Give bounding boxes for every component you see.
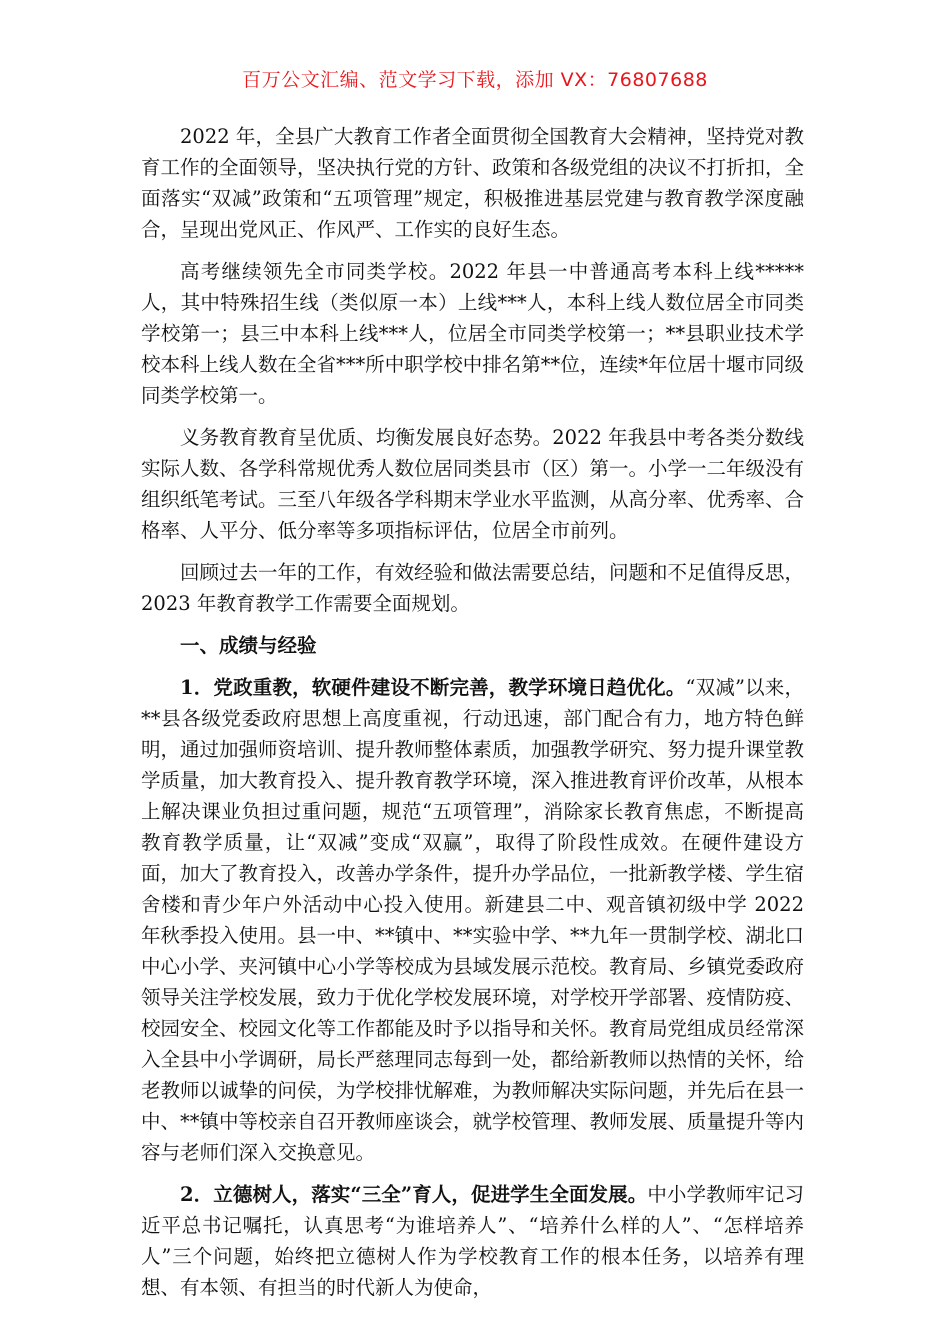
item-2-text: 中小学教师牢记习近平总书记嘱托，认真思考“为谁培养人”、“培养什么样的人”、“怎样培养人”三个问题，始终把立德树人作为学校教育工作的根本任务，以培养有理想、有本领、有担当的时代新人为使命， [141,1183,804,1299]
item-1-title: 1．党政重教，软硬件建设不断完善，教学环境日趋优化。 [180,676,686,699]
paragraph-compulsory-education: 义务教育教育呈优质、均衡发展良好态势。2022 年我县中考各类分数线实际人数、各学科常规优秀人数位居同类县市（区）第一。小学一二年级没有组织纸笔考试。三至八年级各学科期末学业水平监测，从高分率、优秀率、合格率、人平分、低分率等多项指标评估，位居全市前列。 [141,426,805,542]
document-body [141,121,804,1314]
header-banner: 百万公文汇编、范文学习下载，添加 VX：76807688 [242,69,708,91]
item-2-title: 2．立德树人，落实“三全”育人，促进学生全面发展。 [180,1183,648,1206]
paragraph-review: 回顾过去一年的工作，有效经验和做法需要总结，问题和不足值得反思，2023 年教育教学工作需要全面规划。 [141,561,805,615]
paragraph-gaokao: 高考继续领先全市同类学校。2022 年县一中普通高考本科上线*****人，其中特殊招生线（类似原一本）上线***人，本科上线人数位居全市同类学校第一；县三中本科上线***人，位居全市同类学校第一；**县职业技术学校本科上线人数在全省***所中职学校中排名第**位，连续*年位居十堰市同级同类学校第一。 [141,260,805,407]
paragraph-intro: 2022 年，全县广大教育工作者全面贯彻全国教育大会精神，坚持党对教育工作的全面领导，坚决执行党的方针、政策和各级党组的决议不打折扣，全面落实“双减”政策和“五项管理”规定，积极推进基层党建与教育教学深度融合，呈现出党风正、作风严、工作实的良好生态。 [141,125,805,241]
section-heading-achievements: 一、成绩与经验 [180,634,317,657]
paragraph-item-2 [141,1179,804,1303]
item-1-text: “双减”以来，**县各级党委政府思想上高度重视，行动迅速，部门配合有力，地方特色鲜明，通过加强师资培训、提升教师整体素质，加强教学研究、努力提升课堂教学质量，加大教育投入、提升教育教学环境，深入推进教育评价改革，从根本上解决课业负担过重问题，规范“五项管理”，消除家长教育焦虑，不断提高教育教学质量，让“双减”变成“双赢”，取得了阶段性成效。在硬件建设方面，加大了教育投入，改善办学条件，提升办学品位，一批新教学楼、学生宿舍楼和青少年户外活动中心投入使用。新建县二中、观音镇初级中学 2022 年秋季投入使用。县一中、**镇中、**实验中学、**九年一贯制学校、湖北口中心小学、夹河镇中心小学等校成为县域发展示范校。教育局、乡镇党委政府领导关注学校发展，致力于优化学校发展环境，对学校开学部署、疫情防疫、校园安全、校园文化等工作都能及时予以指导和关怀。教育局党组成员经常深入全县中小学调研，局长严慈理同志每到一处，都给新教师以热情的关怀，给老教师以诚挚的问侯，为学校排忧解难，为教师解决实际问题，并先后在县一中、**镇中等校亲自召开教师座谈会，就学校管理、教师发展、质量提升等内容与老师们深入交换意见。 [141,676,805,1164]
paragraph-item-1 [141,672,804,1168]
